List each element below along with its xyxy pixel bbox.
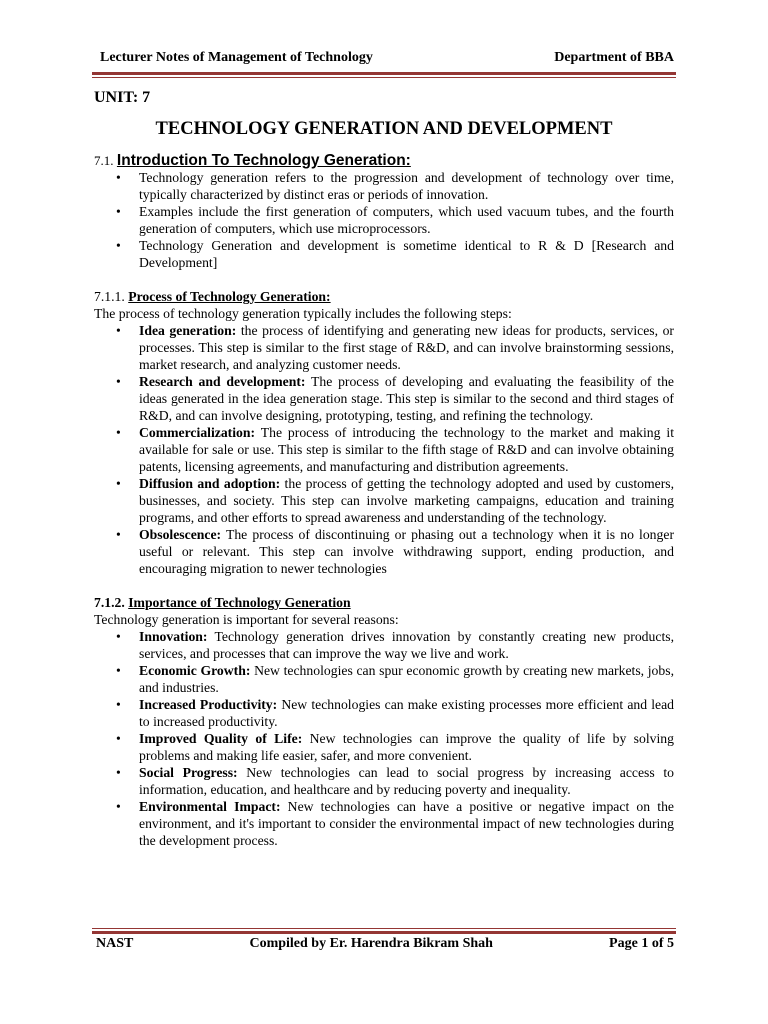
item-term: Diffusion and adoption:	[139, 476, 281, 491]
page-number: Page 1 of 5	[609, 936, 674, 951]
item-text: New technologies can make existing processes more efficient and lead to increased productivity.	[139, 697, 675, 729]
list-item: • Technology Generation and development is sometime identical to R & D [Research and Development]	[94, 237, 674, 271]
footer-left-text: NAST	[96, 936, 134, 951]
section-intro: The process of technology generation typically includes the following steps:	[94, 306, 512, 321]
list-item	[94, 662, 674, 696]
item-text: The process of developing and evaluating the feasibility of the ideas generated in the idea generation stage. This step is similar to the second and third stages of R&D, and can involve designing, prototyping, testing, and refining the technology.	[139, 374, 674, 423]
item-term: Innovation:	[139, 629, 208, 644]
item-term: Idea generation:	[139, 323, 237, 338]
section-title: Process of Technology Generation:	[128, 289, 331, 304]
header-right-text: Department of BBA	[554, 50, 674, 65]
list-item	[94, 475, 674, 526]
list-item	[94, 696, 674, 730]
footer-center-text: Compiled by Er. Harendra Bikram Shah	[249, 936, 493, 951]
item-text: New technologies can spur economic growth by creating new markets, jobs, and industries.	[139, 663, 674, 695]
item-text: New technologies can have a positive or negative impact on the environment, and it's important to consider the environmental impact of new technologies during the development process.	[139, 799, 674, 848]
item-text: The process of discontinuing or phasing out a technology when it is no longer useful or relevant. This step can involve withdrawing support, ending production, and encouraging migration to newer technologies	[139, 527, 674, 576]
list-item	[94, 798, 674, 849]
section-intro: Technology generation is important for several reasons:	[94, 612, 399, 627]
list-item	[94, 424, 674, 475]
section-7-1-1-heading	[94, 288, 674, 305]
page-header	[100, 50, 674, 66]
section-number: 7.1.2.	[94, 595, 125, 610]
section-number: 7.1.1.	[94, 289, 125, 304]
list-item	[94, 526, 674, 577]
unit-label: UNIT: 7	[94, 89, 151, 106]
item-term: Research and development:	[139, 374, 306, 389]
page-title: TECHNOLOGY GENERATION AND DEVELOPMENT	[155, 119, 613, 139]
section-title: Importance of Technology Generation	[128, 595, 351, 610]
item-term: Economic Growth:	[139, 663, 251, 678]
item-term: Improved Quality of Life:	[139, 731, 303, 746]
section-7-1-2-heading	[94, 594, 674, 611]
header-left-text: Lecturer Notes of Management of Technology	[100, 50, 373, 65]
list-item	[94, 628, 674, 662]
section-7-1-heading	[94, 152, 674, 169]
item-term: Increased Productivity:	[139, 697, 278, 712]
item-text: Technology generation drives innovation by constantly creating new products, services, and processes that can improve the way we live and work.	[139, 629, 674, 661]
list-item	[94, 373, 674, 424]
list-item	[94, 764, 674, 798]
list-item: • Technology generation refers to the progression and development of technology over time, typically characterized by distinct eras or periods of innovation.	[94, 169, 674, 203]
document-body	[94, 152, 674, 849]
item-text: the process of getting the technology adopted and used by customers, businesses, and society. This step can involve marketing campaigns, education and training programs, and other efforts to spread awareness and understanding of the technology.	[139, 476, 674, 525]
list-item	[94, 322, 674, 373]
intro-bullet-list	[94, 169, 674, 271]
item-text: the process of identifying and generating new ideas for products, services, or processes. This step is similar to the first stage of R&D, and can involve brainstorming sessions, market research, and analyzing customer needs.	[139, 323, 674, 372]
item-term: Environmental Impact:	[139, 799, 281, 814]
item-term: Obsolescence:	[139, 527, 222, 542]
item-text: The process of introducing the technology to the market and making it available for sale or use. This step is similar to the fifth stage of R&D and can involve obtaining patents, licensing agreements, and manufacturing and distribution agreements.	[139, 425, 674, 474]
item-term: Social Progress:	[139, 765, 238, 780]
list-item: • Examples include the first generation of computers, which used vacuum tubes, and the fourth generation of computers, which use microprocessors.	[94, 203, 674, 237]
item-text: New technologies can improve the quality of life by solving problems and making life easier, safer, and more convenient.	[139, 731, 674, 763]
section-number: 7.1.	[94, 153, 114, 168]
item-term: Commercialization:	[139, 425, 256, 440]
process-steps-list	[94, 322, 674, 577]
section-title: Introduction To Technology Generation:	[116, 152, 411, 169]
importance-list	[94, 628, 674, 849]
item-text: New technologies can lead to social progress by increasing access to information, education, and healthcare and by reducing poverty and inequality.	[139, 765, 674, 797]
page-footer	[96, 936, 674, 952]
list-item	[94, 730, 674, 764]
